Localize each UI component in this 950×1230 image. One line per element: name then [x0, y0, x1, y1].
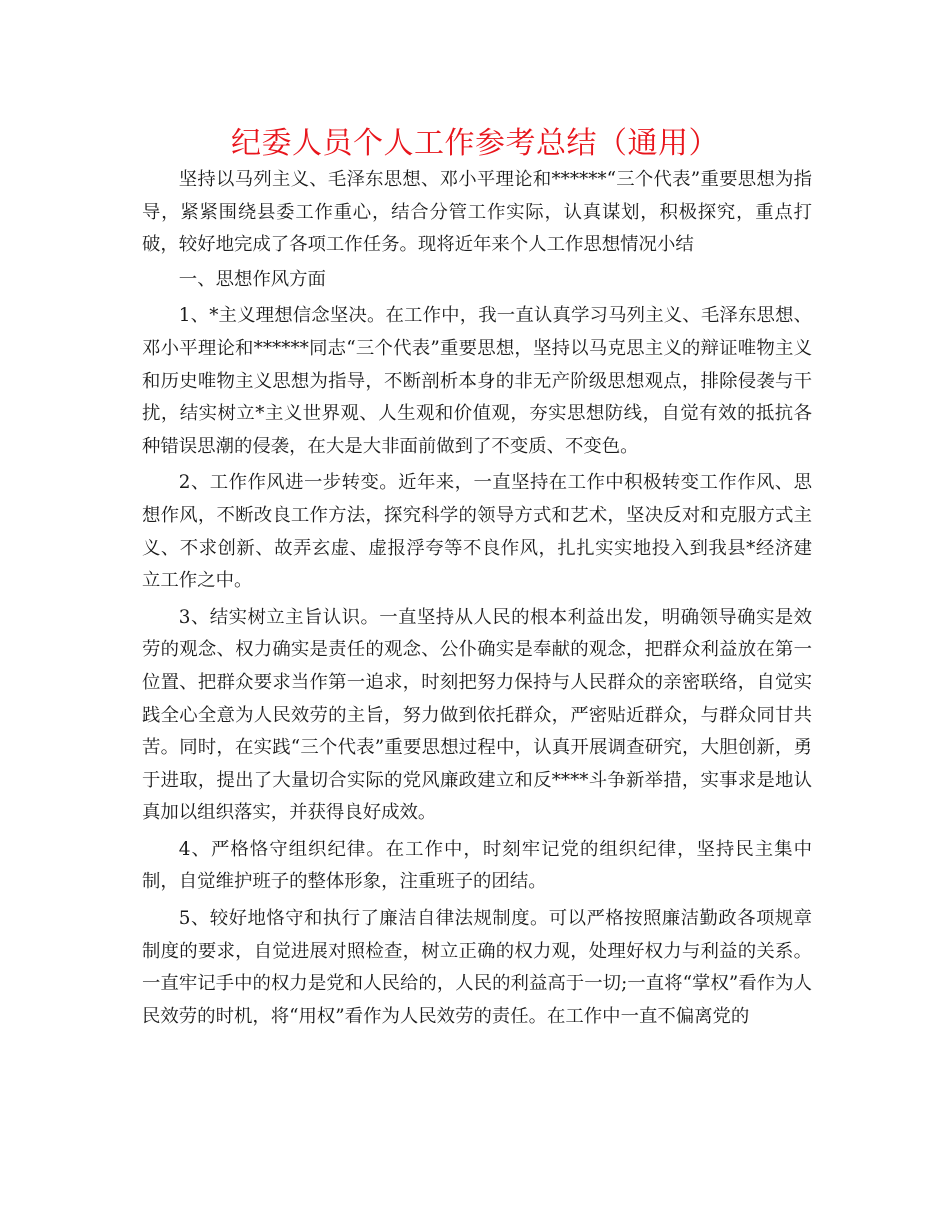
- document-title: 纪委人员个人工作参考总结（通用）: [231, 126, 719, 161]
- paragraph-item-4: 4、严格恪守组织纪律。在工作中，时刻牢记党的组织纪律，坚持民主集中制，自觉维护班子的整体形象，注重班子的团结。: [142, 838, 812, 893]
- paragraph-item-5: 5、较好地恪守和执行了廉洁自律法规制度。可以严格按照廉洁勤政各项规章制度的要求，自觉进展对照检查，树立正确的权力观，处理好权力与利益的关系。一直牢记手中的权力是党和人民给的，人民的利益高于一切;一直将“掌权”看作为人民效劳的时机，将“用权”看作为人民效劳的责任。在工作中一直不偏离党的: [142, 908, 812, 1027]
- paragraph-item-2: 2、工作作风进一步转变。近年来，一直坚持在工作中积极转变工作作风、思想作风，不断改良工作方法，探究科学的领导方式和艺术，坚决反对和克服方式主义、不求创新、故弄玄虚、虚报浮夸等不良作风，扎扎实实地投入到我县*经济建立工作之中。: [142, 472, 812, 592]
- paragraph-item-1: 1、*主义理想信念坚决。在工作中，我一直认真学习马列主义、毛泽东思想、邓小平理论和******同志“三个代表”重要思想，坚持以马克思主义的辩证唯物主义和历史唯物主义思想为指导，不断剖析本身的非无产阶级思想观点，排除侵袭与干扰，结实树立*主义世界观、人生观和价值观，夯实思想防线，自觉有效的抵抗各种错误思潮的侵袭，在大是大非面前做到了不变质、不变色。: [142, 305, 812, 457]
- paragraph-intro: 坚持以马列主义、毛泽东思想、邓小平理论和******“三个代表”重要思想为指导，紧紧围绕县委工作重心，结合分管工作实际，认真谋划，积极探究，重点打破，较好地完成了各项工作任务。现将近年来个人工作思想情况小结: [142, 169, 812, 256]
- section-heading-ideology: 一、思想作风方面: [178, 268, 326, 290]
- paragraph-item-3: 3、结实树立主旨认识。一直坚持从人民的根本利益出发，明确领导确实是效劳的观念、权力确实是责任的观念、公仆确实是奉献的观念，把群众利益放在第一位置、把群众要求当作第一追求，时刻把努力保持与人民群众的亲密联络，自觉实践全心全意为人民效劳的主旨，努力做到依托群众，严密贴近群众，与群众同甘共苦。同时，在实践“三个代表”重要思想过程中，认真开展调查研究，大胆创新，勇于进取，提出了大量切合实际的党风廉政建立和反****斗争新举措，实事求是地认真加以组织落实，并获得良好成效。: [142, 606, 812, 824]
- document-body: [142, 164, 812, 1033]
